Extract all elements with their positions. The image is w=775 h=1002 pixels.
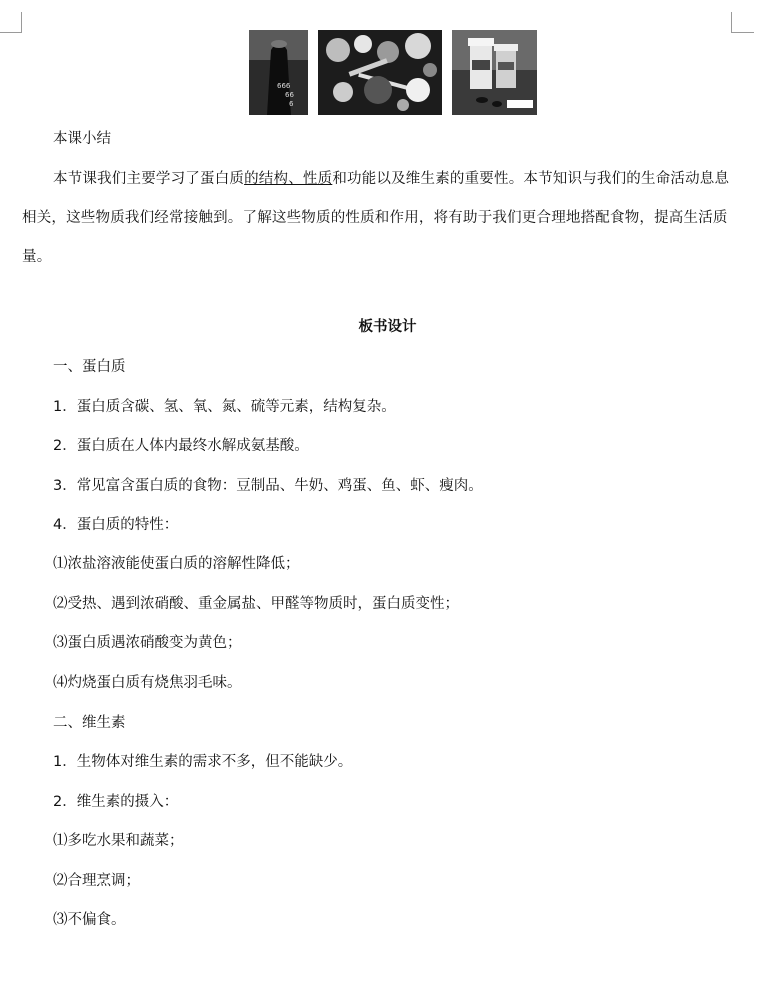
svg-text:6: 6 [289, 100, 294, 108]
list-item: 2．维生素的摄入： [53, 794, 179, 810]
list-item: ⑵受热、遇到浓硝酸、重金属盐、甲醛等物质时，蛋白质变性； [53, 596, 459, 612]
summary-underlined-text: 的结构、性质 [244, 171, 333, 187]
section-vitamin-title: 二、维生素 [53, 715, 126, 731]
list-item: 1．生物体对维生素的需求不多，但不能缺少。 [53, 754, 353, 770]
section-protein-title: 一、蛋白质 [53, 359, 126, 375]
list-item: ⑶蛋白质遇浓硝酸变为黄色； [53, 635, 242, 651]
svg-text:66: 66 [285, 91, 294, 99]
list-item: 2．蛋白质在人体内最终水解成氨基酸。 [53, 438, 309, 454]
vegetables-photo [318, 30, 442, 115]
photo-strip [249, 30, 537, 115]
list-item: ⑷灼烧蛋白质有烧焦羽毛味。 [53, 675, 242, 691]
summary-paragraph [22, 160, 734, 277]
list-item: ⑴浓盐溶液能使蛋白质的溶解性降低； [53, 556, 300, 572]
page-corner-mark-right [731, 12, 754, 33]
vitamin-bottles-photo [452, 30, 537, 115]
board-design-title: 板书设计 [358, 319, 417, 335]
clay-pot-photo [249, 30, 308, 115]
list-item: ⑴多吃水果和蔬菜； [53, 833, 184, 849]
summary-text-end: 和功能以及维生素的重要性。本节知识与我们的生命活动息息相关，这些物质我们经常接触到。了解这些物质的性质和作用，将有助于我们更合理地搭配食物，提高生活质量。 [22, 171, 730, 265]
summary-heading: 本课小结 [53, 131, 111, 147]
list-item: 1．蛋白质含碳、氢、氧、氮、硫等元素，结构复杂。 [53, 399, 396, 415]
list-item: ⑵合理烹调； [53, 873, 140, 889]
list-item: 4．蛋白质的特性： [53, 517, 179, 533]
list-item: 3．常见富含蛋白质的食物：豆制品、牛奶、鸡蛋、鱼、虾、瘦肉。 [53, 478, 483, 494]
summary-text-start: 本节课我们主要学习了蛋白质 [53, 171, 245, 187]
list-item: ⑶不偏食。 [53, 912, 126, 928]
page-corner-mark-left [0, 12, 22, 33]
svg-text:666: 666 [277, 82, 291, 90]
